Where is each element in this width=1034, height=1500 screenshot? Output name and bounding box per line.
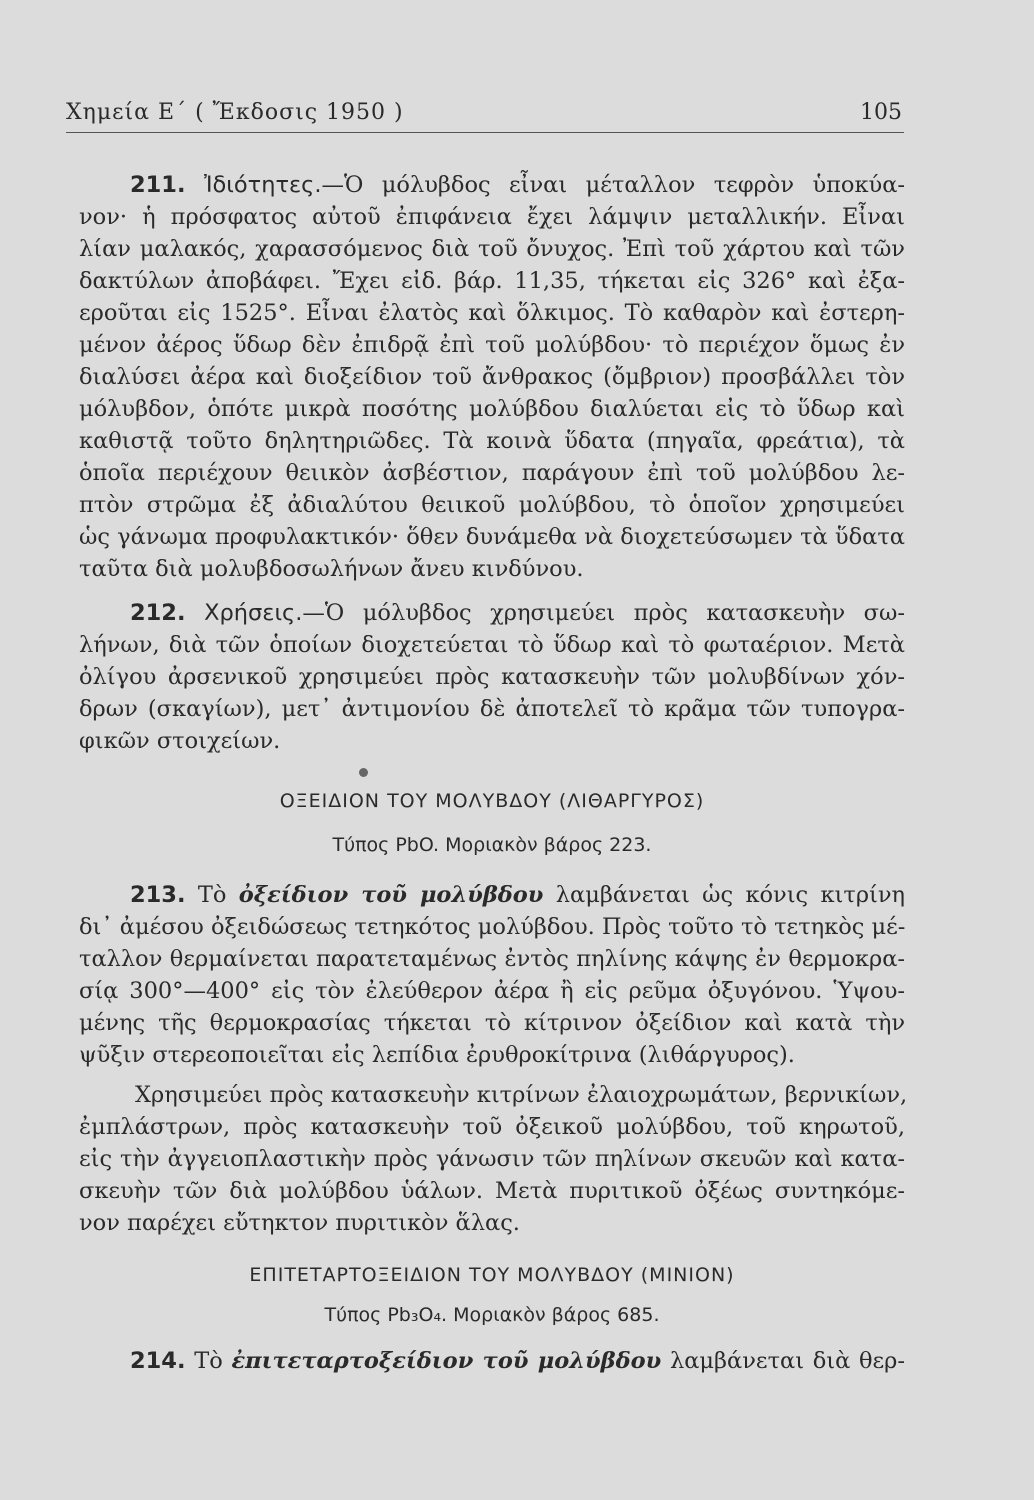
paragraph-line: σίᾳ 300°—400° εἰς τὸν ἐλεύθερον ἀέρα ἢ εἰς ρεῦμα ὀξυγόνου. Ὑψου-	[79, 978, 905, 1004]
page-number: 105	[860, 100, 902, 125]
paragraph-line: ταῦτα διὰ μολυβδοσωλήνων ἄνευ κινδύνου.	[79, 556, 584, 582]
paragraph-line: δακτύλων ἀποβάφει. Ἔχει εἰδ. βάρ. 11,35, τήκεται εἰς 326° καὶ ἐξα-	[79, 268, 905, 294]
subsection-title: ΟΞΕΙΔΙΟΝ ΤΟΥ ΜΟΛΥΒΔΟΥ (ΛΙΘΑΡΓΥΡΟΣ)	[279, 790, 705, 812]
paragraph-line: φικῶν στοιχείων.	[79, 728, 281, 754]
paragraph-line: μόλυβδον, ὁπότε μικρὰ ποσότης μολύβδου διαλύεται εἰς τὸ ὕδωρ καὶ	[79, 396, 905, 422]
paragraph-line: καθιστᾷ τοῦτο δηλητηριῶδες. Τὰ κοινὰ ὕδατα (πηγαῖα, φρεάτια), τὰ	[79, 428, 905, 454]
paragraph-line: νον παρέχει εὔτηκτον πυριτικὸν ἅλας.	[79, 1210, 520, 1236]
paragraph-line: ὁποῖα περιέχουν θειικὸν ἀσβέστιον, παράγουν ἐπὶ τοῦ μολύβδου λε-	[79, 460, 905, 486]
ink-smudge	[359, 768, 368, 777]
paragraph-line: πτὸν στρῶμα ἐξ ἀδιαλύτου θειικοῦ μολύβδου, τὸ ὁποῖον χρησιμεύει	[79, 492, 905, 518]
section-number: 212.	[130, 600, 186, 626]
running-title: Χημεία Ε΄ ( Ἔκδοσις 1950 )	[66, 100, 404, 125]
paragraph-line: εἰς τὴν ἀγγειοπλαστικὴν πρὸς γάνωσιν τῶν πηλίνων σκευῶν καὶ κατα-	[79, 1146, 905, 1172]
paragraph-line: νον· ἡ πρόσφατος αὐτοῦ ἐπιφάνεια ἔχει λάμψιν μεταλλικήν. Εἶναι	[79, 204, 905, 230]
line-text: λαμβάνεται ὡς κόνις κιτρίνη	[555, 882, 906, 908]
section-number: 214.	[130, 1348, 186, 1374]
paragraph-line: ταλλον θερμαίνεται παρατεταμένως ἐντὸς πηλίνης κάψης ἐν θερμοκρα-	[79, 946, 905, 972]
line-text: λαμβάνεται διὰ θερ-	[669, 1348, 906, 1374]
subsection-title: ΕΠΙΤΕΤΑΡΤΟΞΕΙΔΙΟΝ ΤΟΥ ΜΟΛΥΒΔΟΥ (ΜΙΝΙΟΝ)	[249, 1264, 735, 1286]
paragraph-line	[79, 170, 905, 200]
formula-line: Τύπος Pb₃O₄. Μοριακὸν βάρος 685.	[324, 1304, 660, 1326]
paragraph-line: λίαν μαλακός, χαρασσόμενος διὰ τοῦ ὄνυχος. Ἐπὶ τοῦ χάρτου καὶ τῶν	[79, 236, 905, 262]
paragraph-line	[79, 880, 905, 910]
line-text: Τὸ	[197, 882, 227, 908]
page-header	[66, 98, 904, 133]
line-text: —Ὁ μόλυβδος εἶναι μέταλλον τεφρὸν ὑποκύα-	[321, 172, 906, 198]
paragraph-line: δι᾿ ἀμέσου ὀξειδώσεως τετηκότος μολύβδου. Πρὸς τοῦτο τὸ τετηκὸς μέ-	[79, 914, 906, 940]
paragraph-line: μένης τῆς θερμοκρασίας τήκεται τὸ κίτρινον ὀξείδιον καὶ κατὰ τὴν	[79, 1010, 905, 1036]
line-text: Τὸ	[194, 1348, 223, 1374]
paragraph-line: σκευὴν τῶν διὰ μολύβδου ὑάλων. Μετὰ πυριτικοῦ ὀξέως συντηκόμε-	[79, 1178, 905, 1204]
emphasized-term: ὀξείδιον τοῦ μολύβδου	[238, 882, 544, 908]
paragraph-line: ψῦξιν στερεοποιεῖται εἰς λεπίδια ἐρυθροκίτρινα (λιθάργυρος).	[79, 1042, 795, 1068]
paragraph-line: ἐμπλάστρων, πρὸς κατασκευὴν τοῦ ὀξεικοῦ μολύβδου, τοῦ κηρωτοῦ,	[79, 1114, 905, 1140]
section-heading: Χρήσεις.	[204, 600, 303, 626]
emphasized-term: ἐπιτεταρτοξείδιον τοῦ μολύβδου	[231, 1348, 662, 1374]
paragraph-line: Χρησιμεύει πρὸς κατασκευὴν κιτρίνων ἐλαιοχρωμάτων, βερνικίων,	[135, 1082, 908, 1108]
paragraph-line	[79, 1346, 905, 1376]
paragraph-line: ερoῦται εἰς 1525°. Εἶναι ἐλατὸς καὶ ὅλκιμος. Τὸ καθαρὸν καὶ ἐστερη-	[79, 300, 905, 326]
paragraph-line	[79, 598, 905, 628]
paragraph-line: λήνων, διὰ τῶν ὁποίων διοχετεύεται τὸ ὕδωρ καὶ τὸ φωταέριον. Μετὰ	[79, 632, 905, 658]
formula-line: Τύπος PbO. Μοριακὸν βάρος 223.	[332, 834, 652, 856]
paragraph-line: μένον ἀέρος ὕδωρ δὲν ἐπιδρᾷ ἐπὶ τοῦ μολύβδου· τὸ περιέχον ὅμως ἐν	[79, 332, 905, 358]
paragraph-line: δρων (σκαγίων), μετ᾿ ἀντιμονίου δὲ ἀποτελεῖ τὸ κρᾶμα τῶν τυπογρα-	[79, 696, 905, 722]
paragraph-line: ὀλίγου ἀρσενικοῦ χρησιμεύει πρὸς κατασκευὴν τῶν μολυβδίνων χόν-	[79, 664, 905, 690]
section-number: 213.	[130, 882, 186, 908]
section-heading: Ἰδιότητες.	[203, 172, 322, 198]
paragraph-line: ὡς γάνωμα προφυλακτικόν· ὅθεν δυνάμεθα νὰ διοχετεύσωμεν τὰ ὕδατα	[79, 524, 905, 550]
line-text: —Ὁ μόλυβδος χρησιμεύει πρὸς κατασκευὴν σω-	[302, 600, 905, 626]
paragraph-line: διαλύσει ἀέρα καὶ διοξείδιον τοῦ ἄνθρακος (ὄμβριον) προσβάλλει τὸν	[79, 364, 905, 390]
section-number: 211.	[130, 172, 186, 198]
